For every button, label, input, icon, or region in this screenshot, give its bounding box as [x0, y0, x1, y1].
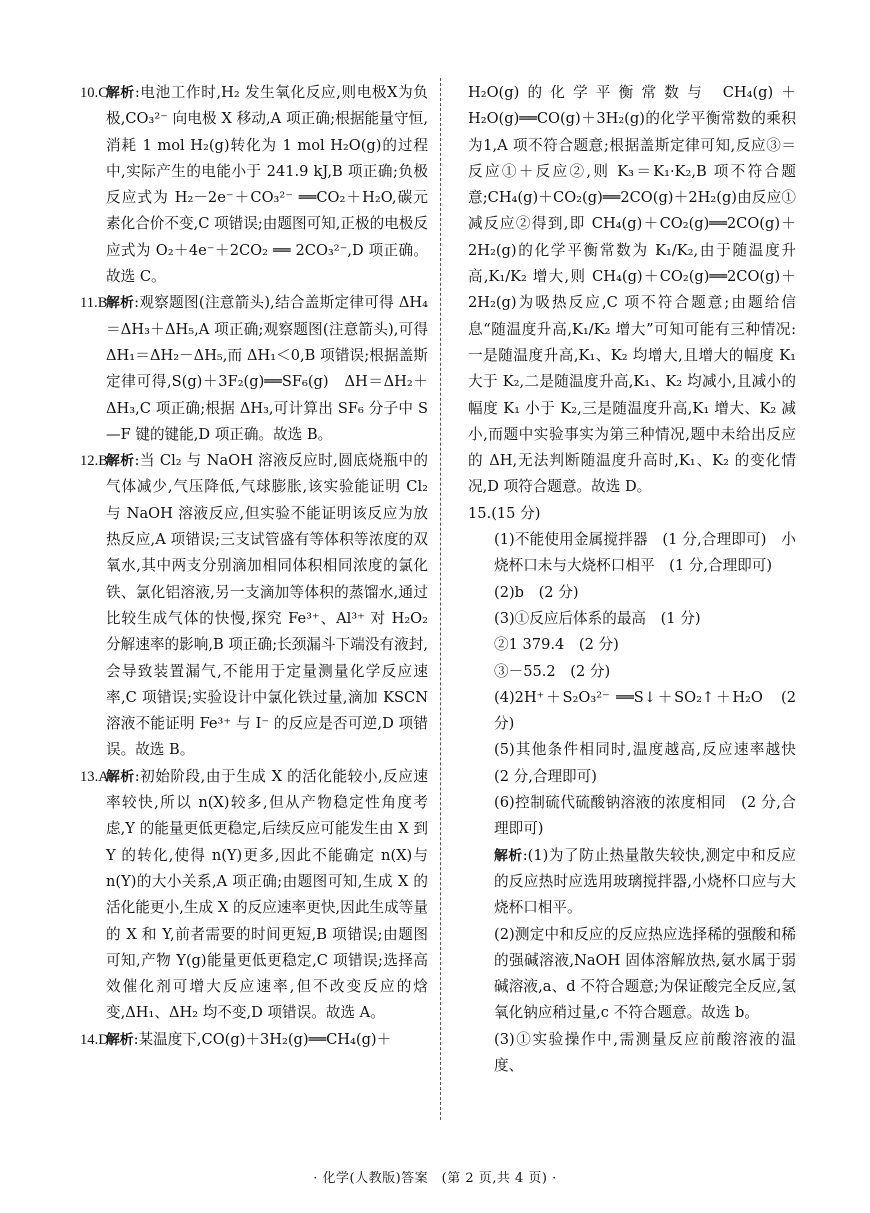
question-number: 11.B — [80, 295, 108, 312]
question-15-header: 15.(15 分) — [468, 504, 541, 522]
answer-line-2: (2)b (2 分) — [494, 583, 579, 601]
answer-line-7: (5)其他条件相同时,温度越高,反应速率越快 (2 分,合理即可) — [494, 741, 811, 785]
question-number: 12.B — [80, 453, 108, 470]
analysis-label: 解析 — [106, 453, 135, 470]
question-10 — [80, 80, 428, 290]
analysis-paragraph-3: (3)①实验操作中,需测量反应前酸溶液的温度、 — [494, 1030, 796, 1074]
right-column — [468, 80, 811, 1079]
analysis-label: 解析 — [106, 768, 135, 785]
answer-line-4: ②1 379.4 (2 分) — [494, 636, 619, 654]
analysis-paragraph-1 — [468, 843, 796, 922]
column-divider — [440, 78, 441, 1120]
page-footer: · 化学(人教版)答案 (第 2 页,共 4 页) · — [313, 1171, 557, 1186]
analysis-label: 解析 — [106, 1031, 134, 1048]
question-14-continued: H₂O(g)的化学平衡常数与 CH₄(g)＋H₂O(g)══CO(g)＋3H₂(g)的化学平衡常数的乘积为1,A 项不符合题意;根据盖斯定律可知,反应③＝反应①＋反应②,则 K₃＝K₁·K₂,B 项不符合题意;CH₄(g)＋CO₂(g)══2CO(g)＋2H₂(g)由反应①减反应②得到,即 CH₄(g)＋CO₂(g)══2CO(g)＋2H₂(g)的化学平衡常数为 K₁/K₂,由于随温度升高,K₁/K₂ 增大,则 CH₄(g)＋CO₂(g)══2CO(g)＋2H₂(g)为吸热反应,C 项不符合题意;由题给信息“随温度升高,K₁/K₂ 增大”可知可能有三种情况:一是随温度升高,K₁、K₂ 均增大,且增大的幅度 K₁ 大于 K₂,二是随温度升高,K₁、K₂ 均减小,且减小的幅度 K₁ 小于 K₂,三是随温度升高,K₁ 增大、K₂ 减小,而题中实验事实为第三种情况,题中未给出反应的 ΔH,无法判断随温度升高时,K₁、K₂ 的变化情况,D 项符合题意。故选 D。 — [468, 84, 796, 496]
analysis-text: :电池工作时,H₂ 发生氧化反应,则电极X为负极,CO₃²⁻ 向电极 X 移动,A 项正确;根据能量守恒,消耗 1 mol H₂(g)转化为 1 mol H₂O(g)的过程中,实际产生的电能小于 241.9 kJ,B 项正确;负极反应式为 H₂－2e⁻＋CO₃²⁻ ══CO₂＋H₂O,碳元素化合价不变,C 项错误;由题图可知,正极的电极反应式为 O₂＋4e⁻＋2CO₂ ══ 2CO₃²⁻,D 项正确。故选 C。 — [106, 84, 428, 286]
analysis-text: :观察题图(注意箭头),结合盖斯定律可得 ΔH₄＝ΔH₃＋ΔH₅,A 项正确;观察题图(注意箭头),可得 ΔH₁＝ΔH₂－ΔH₅,而 ΔH₁＜0,B 项错误;根据盖斯定律可得,S(g)＋3F₂(g)══SF₆(g) ΔH＝ΔH₂＋ΔH₃,C 项正确;根据 ΔH₃,可计算出 SF₆ 分子中 S—F 键的键能,D 项正确。故选 B。 — [106, 294, 429, 443]
analysis-label: 解析 — [494, 847, 523, 864]
question-number: 13.A — [80, 768, 109, 785]
question-number: 14.D — [80, 1031, 109, 1048]
question-number: 10.C — [80, 85, 108, 101]
analysis-paragraph-2: (2)测定中和反应的反应热应选择稀的强酸和稀的强碱溶液,NaOH 固体溶解放热,氨水属于弱碱溶液,a、d 不符合题意;为保证酸完全反应,氢氧化钠应稍过量,c 不符合题意。故选 b。 — [494, 925, 796, 1022]
question-12 — [80, 448, 428, 764]
question-13 — [80, 764, 428, 1027]
analysis-text: :初始阶段,由于生成 X 的活化能较小,反应速率较快,所以 n(X)较多,但从产物稳定性角度考虑,Y 的能量更低更稳定,后续反应可能发生由 X 到 Y 的转化,使得 n(Y)更多,因此不能确定 n(X)与 n(Y)的大小关系,A 项正确;由题图可知,生成 X 的活化能更小,生成 X 的反应速率更快,因此生成等量的 X 和 Y,前者需要的时间更短,B 项错误;由题图可知,产物 Y(g)能量更低更稳定,C 项错误;选择高效催化剂可增大反应速率,但不改变反应的焓变,ΔH₁、ΔH₂ 均不变,D 项错误。故选 A。 — [106, 767, 429, 1022]
analysis-text: :某温度下,CO(g)＋3H₂(g)══CH₄(g)＋ — [133, 1030, 392, 1048]
analysis-label: 解析 — [106, 85, 135, 101]
answer-line-8: (6)控制硫代硫酸钠溶液的浓度相同 (2 分,合理即可) — [494, 794, 796, 838]
answer-line-6: (4)2H⁺＋S₂O₃²⁻ ══S↓＋SO₂↑＋H₂O (2 分) — [494, 688, 796, 733]
analysis-text: :(1)为了防止热量散失较快,测定中和反应的反应热时应选用玻璃搅拌器,小烧杯口应与大烧杯口相平。 — [494, 846, 796, 917]
left-column — [80, 80, 428, 1053]
answer-line-1: (1)不能使用金属搅拌器 (1 分,合理即可) 小烧杯口未与大烧杯口相平 (1 分,合理即可) — [494, 531, 796, 575]
answer-line-5: ③－55.2 (2 分) — [494, 662, 611, 680]
analysis-label: 解析 — [106, 295, 135, 312]
answer-line-3: (3)①反应后体系的最高 (1 分) — [494, 609, 701, 627]
question-11 — [80, 290, 428, 448]
analysis-text: :当 Cl₂ 与 NaOH 溶液反应时,圆底烧瓶中的气体减少,气压降低,气球膨胀,该实验能证明 Cl₂ 与 NaOH 溶液反应,但实验不能证明该反应为放热反应,A 项错误;三支试管盛有等体积等浓度的双氧水,其中两支分别滴加相同体积相同浓度的氯化铁、氯化铝溶液,另一支滴加等体积的蒸馏水,通过比较生成气体的快慢,探究 Fe³⁺、Al³⁺ 对 H₂O₂ 分解速率的影响,B 项正确;长颈漏斗下端没有液封,会导致装置漏气,不能用于定量测量化学反应速率,C 项错误;实验设计中氯化铁过量,滴加 KSCN 溶液不能证明 Fe³⁺ 与 I⁻ 的反应是否可逆,D 项错误。故选 B。 — [106, 452, 428, 759]
question-14 — [80, 1027, 428, 1053]
